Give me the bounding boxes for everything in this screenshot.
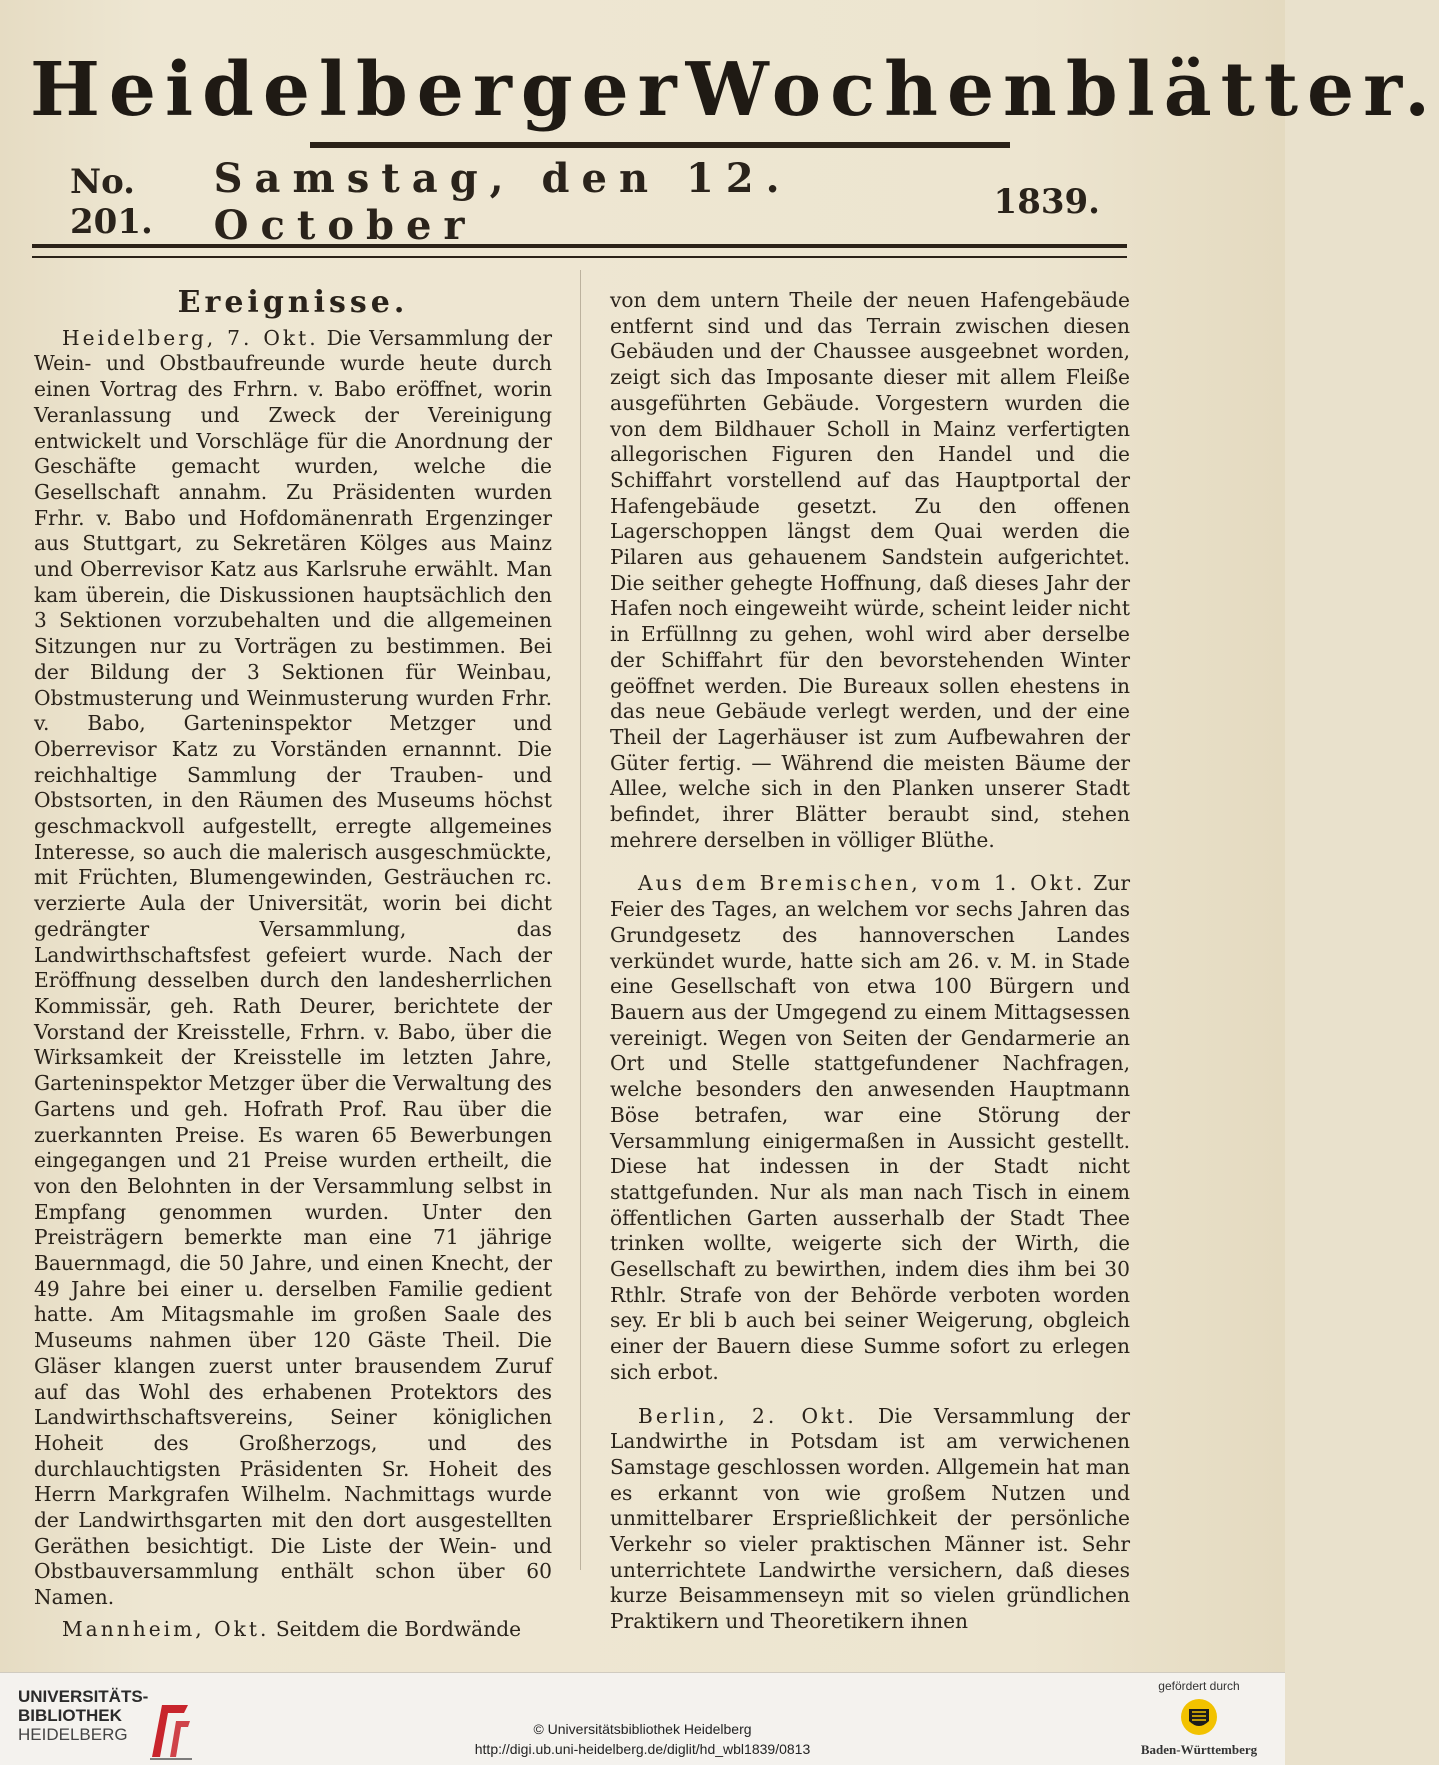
article-lead: Heidelberg, 7. Okt. <box>62 325 319 350</box>
article-lead: Berlin, 2. Okt. <box>638 1403 857 1428</box>
article-mannheim <box>34 1617 552 1643</box>
sponsor-logo[interactable] <box>1129 1679 1269 1758</box>
library-name-line2: BIBLIOTHEK <box>18 1706 122 1725</box>
source-url-link[interactable]: http://digi.ub.uni-heidelberg.de/diglit/hd_wbl1839/0813 <box>474 1741 811 1757</box>
state-crest-icon <box>1179 1697 1219 1737</box>
article-heidelberg <box>34 326 552 1611</box>
article-lead: Aus dem Bremischen, vom 1. Okt. <box>638 871 1086 896</box>
masthead-word-2: Wochenblätter. <box>685 47 1439 133</box>
issue-date: Samstag, den 12. October <box>213 155 792 249</box>
masthead-rule <box>310 142 1010 148</box>
dateline <box>70 155 1100 249</box>
copyright-notice: © Universitätsbibliothek Heidelberg <box>533 1721 752 1737</box>
column-divider <box>580 270 581 1570</box>
right-column <box>610 288 1130 1635</box>
section-heading: Ereignisse. <box>177 285 409 320</box>
sponsor-label: gefördert durch <box>1158 1679 1240 1693</box>
masthead <box>30 40 1439 140</box>
issue-year: 1839. <box>993 182 1100 222</box>
left-column <box>34 270 552 1643</box>
masthead-word-1: Heidelberger <box>30 47 686 133</box>
article-text: Zur Feier des Tages, an welchem vor sechs Jahren das Grundgesetz des hannoverschen Landes verkündet wurde, hatte sich am 26. v. M. in Stade eine Gesellschaft von etwa 100 Bürgern und Bauern aus der Umgegend zu einem Mittagsessen vereinigt. Wegen von Seiten der Gendarmerie an Ort und Stelle stattgefundener Nachfragen, welche besonders den anwesenden Hauptmann Böse betrafen, war eine Störung der Versammlung einigermaßen in Aussicht gestellt. Diese hat indessen in der Stadt nicht stattgefunden. Nur als man nach Tisch in einem öffentlichen Garten ausserhalb der Stadt Thee trinken wollte, weigerte sich der Wirth, die Gesellschaft zu bewirthen, indem dies ihm bei 30 Rthlr. Strafe von der Behörde verboten worden sey. Er bli b auch bei seiner Weigerung, obgleich einer der Bauern diese Summe sofort zu erlegen sich erbot. <box>610 871 1130 1384</box>
sponsor-name: Baden-Württemberg <box>1140 1742 1258 1757</box>
article-berlin <box>610 1404 1130 1635</box>
dateline-rule <box>32 244 1127 258</box>
article-text: Seitdem die Bordwände <box>269 1616 522 1641</box>
article-lead: Mannheim, Okt. <box>62 1616 270 1641</box>
article-bremen <box>610 871 1130 1385</box>
issue-number: No. 201. <box>70 162 153 242</box>
footer-bar <box>0 1672 1285 1765</box>
article-text: Die Versammlung der Landwirthe in Potsdam ist am verwichenen Samstage geschlossen worden. Allgemein hat man es erkannt von wie großem Nutzen und unmittelbarer Ersprießlichkeit der persönliche Verkehr so vieler praktischen Männer ist. Sehr unterrichtete Landwirthe versichern, daß dieses kurze Beisammenseyn mit so vielen gründlichen Praktikern und Theoretikern ihnen <box>610 1403 1131 1634</box>
article-mannheim-continued <box>610 288 1130 853</box>
library-name-line1: UNIVERSITÄTS- <box>18 1687 149 1706</box>
article-text: Die Versammlung der Wein- und Obstbaufreunde wurde heute durch einen Vortrag des Frhrn. v. Babo eröffnet, worin Veranlassung und Zweck der Vereinigung entwickelt und Vorschläge für die Anordnung der Geschäfte gemacht wurden, welche die Gesellschaft annahm. Zu Präsidenten wurden Frhr. v. Babo und Hofdomänenrath Ergenzinger aus Stuttgart, zu Sekretären Kölges aus Mainz und Oberrevisor Katz aus Karlsruhe erwählt. Man kam überein, die Diskussionen hauptsächlich den 3 Sektionen vorzubehalten und die allgemeinen Sitzungen nur zu Vorträgen zu bestimmen. Bei der Bildung der 3 Sektionen für Weinbau, Obstmusterung und Weinmusterung wurden Frhr. v. Babo, Garteninspektor Metzger und Oberrevisor Katz zu Vorständen ernannnt. Die reichhaltige Sammlung der Trauben- und Obstsorten, in den Räumen des Museums höchst geschmackvoll aufgestellt, erregte allgemeines Interesse, so auch die malerisch ausgeschmückte, mit Früchten, Blumengewinden, Gesträuchen rc. verzierte Aula der Universität, worin bei dicht gedrängter Versammlung, das Landwirthschaftsfest gefeiert wurde. Nach der Eröffnung desselben durch den landesherrlichen Kommissär, geh. Rath Deurer, berichtete der Vorstand der Kreisstelle, Frhrn. v. Babo, über die Wirksamkeit der Kreisstelle im letzten Jahre, Garteninspektor Metzger über die Verwaltung des Gartens und geh. Hofrath Prof. Rau über die zuerkannten Preise. Es waren 65 Bewerbungen eingegangen und 21 Preise wurden ertheilt, die von den Belohnten in der Versammlung selbst in Empfang genommen wurden. Unter den Preisträgern bemerkte man eine 71 jährige Bauernmagd, die 50 Jahre, und einen Knecht, der 49 Jahre bei einer u. derselben Familie gedient hatte. Am Mitagsmahle im großen Saale des Museums nahmen über 120 Gäste Theil. Die Gläser klangen zuerst unter brausendem Zuruf auf das Wohl des erhabenen Protektors des Landwirthschaftsvereins, Seiner königlichen Hoheit des Großherzogs, und des durchlauchtigsten Präsidenten Sr. Hoheit des Herrn Markgrafen Wilhelm. Nachmittags wurde der Landwirthsgarten mit den dort ausgestellten Geräthen besichtigt. Die Liste der Wein- und Obstbauversammlung enthält schon über 60 Namen. <box>34 325 553 1610</box>
article-text: von dem untern Theile der neuen Hafengebäude entfernt sind und das Terrain zwischen diesen Gebäuden und der Chaussee ausgeebnet worden, zeigt sich das Imposante dieser mit allem Fleiße ausgeführten Gebäude. Vorgestern wurden die von dem Bildhauer Scholl in Mainz verfertigten allegorischen Figuren den Handel und die Schiffahrt vorstellend auf das Hauptportal der Hafengebäude gesetzt. Zu den offenen Lagerschoppen längst dem Quai werden die Pilaren aus gehauenem Sandstein aufgerichtet. Die seither gehegte Hoffnung, daß dieses Jahr der Hafen noch eingeweiht würde, scheint leider nicht in Erfüllnng zu gehen, wohl wird aber derselbe der Schiffahrt für den bevorstehenden Winter geöffnet werden. Die Bureaux sollen ehestens in das neue Gebäude verlegt werden, und der eine Theil der Lagerhäuser ist zum Aufbewahren der Güter fertig. — Während die meisten Bäume der Allee, welche sich in den Planken unserer Stadt befindet, ihrer Blätter beraubt sind, stehen mehrere derselben in völliger Blüthe. <box>610 288 1130 852</box>
library-name-line3: HEIDELBERG <box>18 1725 128 1744</box>
